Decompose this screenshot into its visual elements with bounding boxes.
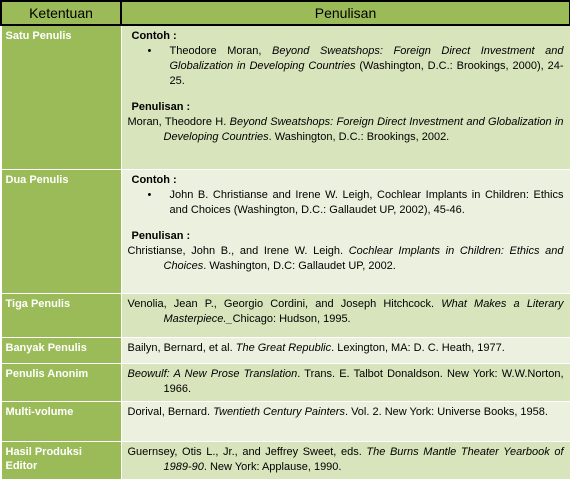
row-label: Dua Penulis — [1, 169, 121, 293]
table-row — [1, 169, 570, 293]
row-label: Banyak Penulis — [1, 337, 121, 363]
citation-text: Christianse, John B., and Irene W. Leigh. Cochlear Implants in Children: Ethics and Choices. Washington, D.C: Gallaudet UP, 2002. — [127, 244, 564, 272]
header-penulisan: Penulisan — [121, 1, 570, 25]
example-item — [148, 44, 564, 89]
row-content — [121, 293, 570, 337]
citation-text: Bailyn, Bernard, et al. The Great Republic. Lexington, MA: D. C. Heath, 1977. — [127, 341, 505, 354]
example-text: John B. Christianse and Irene W. Leigh, Cochlear Implants in Children: Ethics and Choices (Washington, D.C.: Gallaudet UP, 2002), 45-46. — [169, 188, 564, 216]
citation-text: Guernsey, Otis L., Jr., and Jeffrey Sweet, eds. The Burns Mantle Theater Yearbook of 1989-90. New York: Applause, 1990. — [127, 445, 564, 473]
row-label: Hasil Produksi Editor — [1, 441, 121, 479]
contoh-label: Contoh : — [131, 30, 177, 42]
example-text: Theodore Moran, Beyond Sweatshops: Foreign Direct Investment and Globalization in Developing Countries (Washington, D.C.: Brookings, 2000), 24-25. — [169, 45, 564, 87]
table-row — [1, 25, 570, 169]
contoh-label: Contoh : — [131, 173, 177, 186]
table-row — [1, 441, 570, 479]
row-content — [121, 401, 570, 441]
table-row — [1, 401, 570, 441]
penulisan-label: Penulisan : — [131, 229, 191, 242]
row-content — [121, 25, 570, 169]
row-label: Multi-volume — [1, 401, 121, 441]
row-label: Tiga Penulis — [1, 293, 121, 337]
row-content — [121, 337, 570, 363]
penulisan-label: Penulisan : — [131, 101, 191, 113]
bullet-icon: • — [147, 45, 152, 57]
bullet-icon: • — [147, 188, 152, 201]
row-content — [121, 441, 570, 479]
header-ketentuan: Ketentuan — [1, 1, 121, 25]
header-row — [1, 1, 570, 25]
row-label: Satu Penulis — [1, 25, 121, 169]
citation-text: Beowulf: A New Prose Translation. Trans. E. Talbot Donaldson. New York: W.W.Norton, 1966. — [127, 367, 564, 395]
example-item — [148, 188, 564, 218]
table-row — [1, 293, 570, 337]
citation-text: Venolia, Jean P., Georgio Cordini, and Joseph Hitchcock. What Makes a Literary Masterpiece._Chicago: Hudson, 1995. — [127, 297, 564, 325]
citation-text: Dorival, Bernard. Twentieth Century Painters. Vol. 2. New York: Universe Books, 1958. — [127, 405, 548, 418]
citation-text: Moran, Theodore H. Beyond Sweatshops: Foreign Direct Investment and Globalization in Developing Countries. Washington, D.C.: Brookings, 2002. — [127, 116, 564, 143]
row-content — [121, 363, 570, 401]
row-label: Penulis Anonim — [1, 363, 121, 401]
row-content — [121, 169, 570, 293]
table-row — [1, 337, 570, 363]
table-row — [1, 363, 570, 401]
